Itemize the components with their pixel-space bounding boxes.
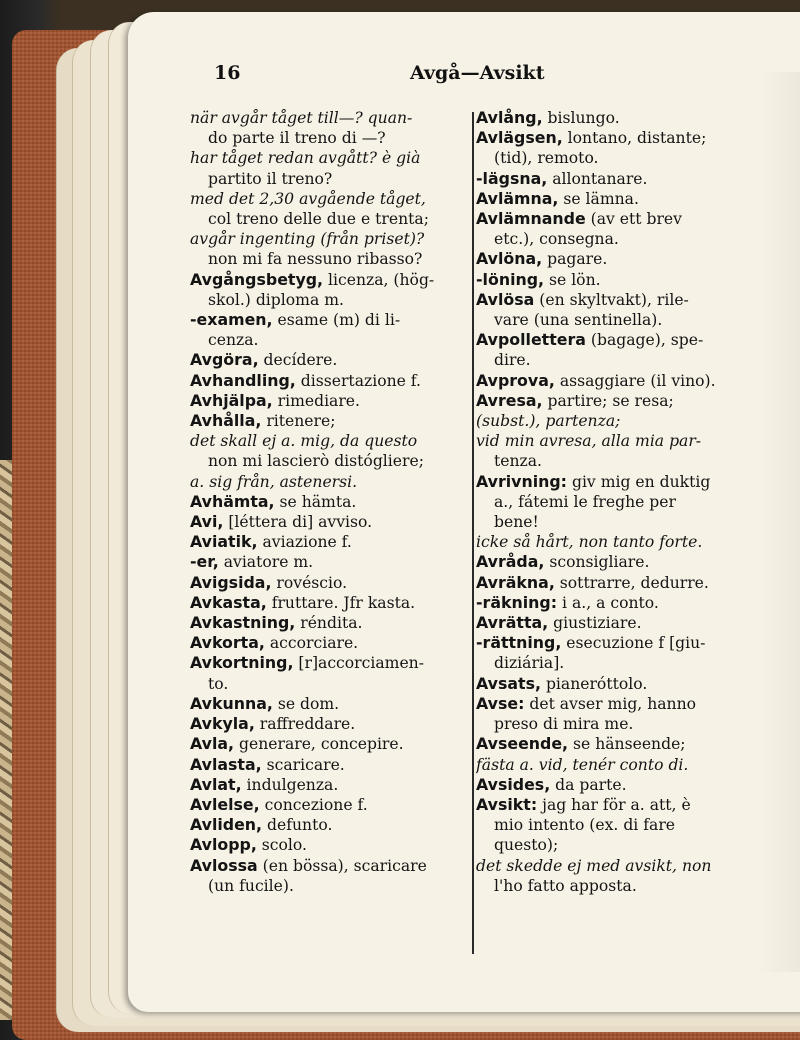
- dictionary-line: [476, 310, 768, 330]
- column-divider: [472, 112, 474, 954]
- dictionary-line: [476, 613, 768, 633]
- definition-text: rimediare.: [272, 391, 360, 410]
- headword: Avkunna,: [190, 693, 273, 713]
- definition-text: det skedde ej med avsikt, non: [476, 856, 712, 875]
- definition-text: jag har för a. att, è: [537, 795, 691, 814]
- definition-text: skol.) diploma m.: [208, 290, 344, 309]
- definition-text: det avser mig, hanno: [524, 694, 697, 713]
- definition-text: pagare.: [542, 250, 608, 269]
- dictionary-line: [190, 431, 468, 451]
- definition-text: raffreddare.: [254, 715, 356, 734]
- definition-text: dire.: [494, 351, 531, 370]
- definition-text: giustiziare.: [548, 614, 642, 633]
- definition-text: (un fucile).: [208, 876, 294, 895]
- dictionary-line: [190, 108, 468, 128]
- dictionary-line: [190, 714, 468, 734]
- headword: Avkasta,: [190, 592, 267, 612]
- dictionary-line: [190, 552, 468, 572]
- dictionary-line: [190, 775, 468, 795]
- definition-text: assaggiare (il vino).: [554, 371, 716, 390]
- dictionary-line: [476, 835, 768, 855]
- dictionary-line: [190, 128, 468, 148]
- headword: Avlelse,: [190, 794, 260, 814]
- dictionary-line: [190, 169, 468, 189]
- dictionary-line: [476, 815, 768, 835]
- dictionary-line: [190, 512, 468, 532]
- page-number: 16: [214, 62, 241, 84]
- page-header: [214, 62, 774, 90]
- dictionary-line: [476, 472, 768, 492]
- dictionary-line: [190, 613, 468, 633]
- headword: Avkortning,: [190, 653, 294, 673]
- definition-text: lontano, distante;: [562, 129, 707, 148]
- headword: Avlång,: [476, 108, 543, 127]
- definition-text: aviazione f.: [257, 533, 352, 552]
- headword: Avkyla,: [190, 714, 255, 734]
- headword: -räkning:: [476, 592, 558, 612]
- headword: Avlasta,: [190, 754, 262, 774]
- headword: Avsides,: [476, 774, 551, 794]
- headword: Avi,: [190, 512, 224, 532]
- dictionary-line: [476, 674, 768, 694]
- definition-text: réndita.: [295, 614, 363, 633]
- dictionary-line: [190, 270, 468, 290]
- definition-text: bislungo.: [542, 109, 620, 127]
- definition-text: col treno delle due e trenta;: [208, 210, 429, 229]
- dictionary-line: [190, 371, 468, 391]
- headword: Avhandling,: [190, 370, 296, 390]
- definition-text: det skall ej a. mig, da questo: [190, 432, 418, 451]
- headword: Avkorta,: [190, 633, 265, 653]
- dictionary-line: [190, 633, 468, 653]
- dictionary-line: [190, 653, 468, 673]
- headword: Avresa,: [476, 390, 543, 410]
- definition-text: to.: [208, 674, 229, 693]
- definition-text: (tid), remoto.: [494, 149, 599, 168]
- dictionary-line: [476, 189, 768, 209]
- dictionary-line: [190, 492, 468, 512]
- definition-text: se hämta.: [274, 492, 357, 511]
- dictionary-line: [190, 451, 468, 471]
- dictionary-line: [190, 290, 468, 310]
- definition-text: sconsigliare.: [544, 553, 650, 572]
- definition-text: esame (m) di li-: [272, 311, 401, 330]
- definition-text: a. sig från, astenersi.: [190, 472, 358, 491]
- dictionary-line: [476, 229, 768, 249]
- definition-text: indulgenza.: [241, 775, 339, 794]
- definition-text: sottrarre, dedurre.: [554, 573, 709, 592]
- headword: Avla,: [190, 734, 235, 754]
- dictionary-line: [476, 290, 768, 310]
- headword: Avgöra,: [190, 350, 259, 370]
- dictionary-line: [190, 674, 468, 694]
- headword: -rättning,: [476, 633, 562, 653]
- headword: Avråda,: [476, 552, 545, 572]
- dictionary-line: [476, 270, 768, 290]
- dictionary-line: [476, 148, 768, 168]
- right-column: [476, 108, 768, 896]
- dictionary-line: [190, 815, 468, 835]
- headword: Avlöna,: [476, 249, 543, 269]
- headword: Avprova,: [476, 370, 555, 390]
- headword: Avhämta,: [190, 491, 275, 511]
- dictionary-line: [190, 391, 468, 411]
- definition-text: mio intento (ex. di fare: [494, 816, 675, 835]
- headword: Avhålla,: [190, 411, 262, 431]
- dictionary-line: [476, 532, 768, 552]
- headword: Avsats,: [476, 673, 541, 693]
- dictionary-line: [476, 128, 768, 148]
- headword: Avliden,: [190, 815, 263, 835]
- dictionary-line: [476, 593, 768, 613]
- dictionary-line: [476, 350, 768, 370]
- dictionary-line: [190, 411, 468, 431]
- definition-text: fruttare. Jfr kasta.: [266, 593, 416, 612]
- definition-text: (en skyltvakt), rile-: [534, 290, 689, 309]
- headword: Avlopp,: [190, 835, 257, 855]
- definition-text: när avgår tåget till—? quan-: [190, 109, 413, 127]
- definition-text: se lämna.: [558, 189, 639, 208]
- definition-text: giv mig en duktig: [567, 472, 711, 491]
- headword: Avigsida,: [190, 572, 272, 592]
- definition-text: tenza.: [494, 452, 543, 471]
- definition-text: fästa a. vid, tenér conto di.: [476, 755, 689, 774]
- dictionary-line: [190, 310, 468, 330]
- dictionary-line: [190, 734, 468, 754]
- definition-text: se hänseende;: [568, 735, 686, 754]
- headword: -löning,: [476, 269, 545, 289]
- definition-text: vid min avresa, alla mia par-: [476, 432, 702, 451]
- running-head: Avgå—Avsikt: [410, 62, 545, 84]
- definition-text: avgår ingenting (från priset)?: [190, 230, 425, 249]
- dictionary-line: [190, 795, 468, 815]
- definition-text: scaricare.: [261, 755, 345, 774]
- definition-text: har tåget redan avgått? è già: [190, 149, 421, 168]
- headword: -examen,: [190, 310, 273, 330]
- definition-text: ritenere;: [261, 412, 336, 431]
- headword: Avlämnande: [476, 209, 586, 229]
- dictionary-line: [476, 411, 768, 431]
- dictionary-line: [476, 451, 768, 471]
- dictionary-line: [476, 512, 768, 532]
- definition-text: aviatore m.: [218, 553, 314, 572]
- definition-text: defunto.: [262, 816, 333, 835]
- definition-text: diziária].: [494, 654, 565, 673]
- dictionary-line: [190, 876, 468, 896]
- headword: Avräkna,: [476, 572, 555, 592]
- definition-text: (en bössa), scaricare: [257, 856, 427, 875]
- headword: Avkastning,: [190, 613, 296, 633]
- dictionary-line: [190, 835, 468, 855]
- definition-text: partire; se resa;: [542, 391, 674, 410]
- definition-text: bene!: [494, 513, 539, 532]
- dictionary-line: [476, 492, 768, 512]
- left-column: [190, 108, 468, 896]
- headword: Aviatik,: [190, 532, 258, 552]
- definition-text: rovéscio.: [271, 573, 348, 592]
- headword: Avlägsen,: [476, 128, 563, 148]
- definition-text: (subst.), partenza;: [476, 412, 621, 431]
- dictionary-line: [476, 653, 768, 673]
- definition-text: vare (una sentinella).: [494, 311, 663, 330]
- definition-text: [léttera di] avviso.: [223, 513, 373, 532]
- dictionary-line: [476, 431, 768, 451]
- definition-text: partito il treno?: [208, 169, 333, 188]
- definition-text: generare, concepire.: [234, 735, 404, 754]
- definition-text: preso di mira me.: [494, 715, 634, 734]
- definition-text: accorciare.: [264, 634, 359, 653]
- dictionary-line: [190, 755, 468, 775]
- definition-text: se lön.: [544, 270, 601, 289]
- definition-text: [r]accorciamen-: [293, 654, 424, 673]
- dictionary-line: [476, 734, 768, 754]
- definition-text: se dom.: [272, 694, 340, 713]
- dictionary-line: [190, 532, 468, 552]
- headword: Avlösa: [476, 289, 535, 309]
- definition-text: (bagage), spe-: [585, 331, 704, 350]
- dictionary-line: [476, 694, 768, 714]
- headword: Avgångsbetyg,: [190, 269, 324, 289]
- definition-text: questo);: [494, 836, 559, 855]
- dictionary-line: [476, 714, 768, 734]
- dictionary-line: [476, 573, 768, 593]
- definition-text: non mi fa nessuno ribasso?: [208, 250, 423, 269]
- dictionary-line: [476, 209, 768, 229]
- definition-text: da parte.: [550, 775, 627, 794]
- dictionary-line: [476, 391, 768, 411]
- definition-text: l'ho fatto apposta.: [494, 876, 637, 895]
- headword: Avseende,: [476, 734, 569, 754]
- definition-text: dissertazione f.: [295, 371, 421, 390]
- headword: Avrivning:: [476, 471, 567, 491]
- headword: Avrätta,: [476, 613, 549, 633]
- dictionary-line: [190, 189, 468, 209]
- dictionary-line: [190, 472, 468, 492]
- dictionary-line: [190, 229, 468, 249]
- definition-text: med det 2,30 avgående tåget,: [190, 189, 426, 208]
- dictionary-line: [476, 371, 768, 391]
- definition-text: a., fátemi le freghe per: [494, 492, 676, 511]
- headword: Avlämna,: [476, 188, 559, 208]
- definition-text: esecuzione f [giu-: [561, 634, 706, 653]
- definition-text: (av ett brev: [585, 210, 682, 229]
- definition-text: i a., a conto.: [557, 593, 659, 612]
- definition-text: decídere.: [258, 351, 338, 370]
- dictionary-line: [476, 330, 768, 350]
- dictionary-line: [190, 249, 468, 269]
- dictionary-line: [476, 795, 768, 815]
- dictionary-line: [476, 755, 768, 775]
- headword: -er,: [190, 552, 219, 572]
- dictionary-line: [190, 148, 468, 168]
- headword: Avlossa: [190, 855, 258, 875]
- definition-text: cenza.: [208, 331, 259, 350]
- dictionary-line: [190, 573, 468, 593]
- definition-text: do parte il treno di —?: [208, 129, 386, 148]
- dictionary-line: [476, 249, 768, 269]
- definition-text: etc.), consegna.: [494, 230, 619, 249]
- definition-text: concezione f.: [259, 795, 368, 814]
- definition-text: icke så hårt, non tanto forte.: [476, 533, 703, 552]
- dictionary-line: [190, 350, 468, 370]
- definition-text: scolo.: [256, 836, 307, 855]
- headword: Avpollettera: [476, 330, 586, 350]
- dictionary-line: [190, 593, 468, 613]
- dictionary-line: [190, 330, 468, 350]
- dictionary-line: [190, 209, 468, 229]
- dictionary-line: [476, 775, 768, 795]
- headword: Avlat,: [190, 774, 242, 794]
- dictionary-line: [476, 876, 768, 896]
- headword: Avsikt:: [476, 794, 538, 814]
- headword: -lägsna,: [476, 168, 548, 188]
- dictionary-line: [476, 169, 768, 189]
- headword: Avse:: [476, 693, 525, 713]
- definition-text: pianeróttolo.: [540, 674, 648, 693]
- dictionary-line: [190, 694, 468, 714]
- definition-text: non mi lascierò distógliere;: [208, 452, 424, 471]
- dictionary-line: [476, 633, 768, 653]
- definition-text: licenza, (hög-: [323, 270, 435, 289]
- headword: Avhjälpa,: [190, 390, 273, 410]
- definition-text: allontanare.: [547, 169, 648, 188]
- dictionary-line: [476, 108, 768, 128]
- dictionary-line: [190, 856, 468, 876]
- dictionary-line: [476, 856, 768, 876]
- dictionary-line: [476, 552, 768, 572]
